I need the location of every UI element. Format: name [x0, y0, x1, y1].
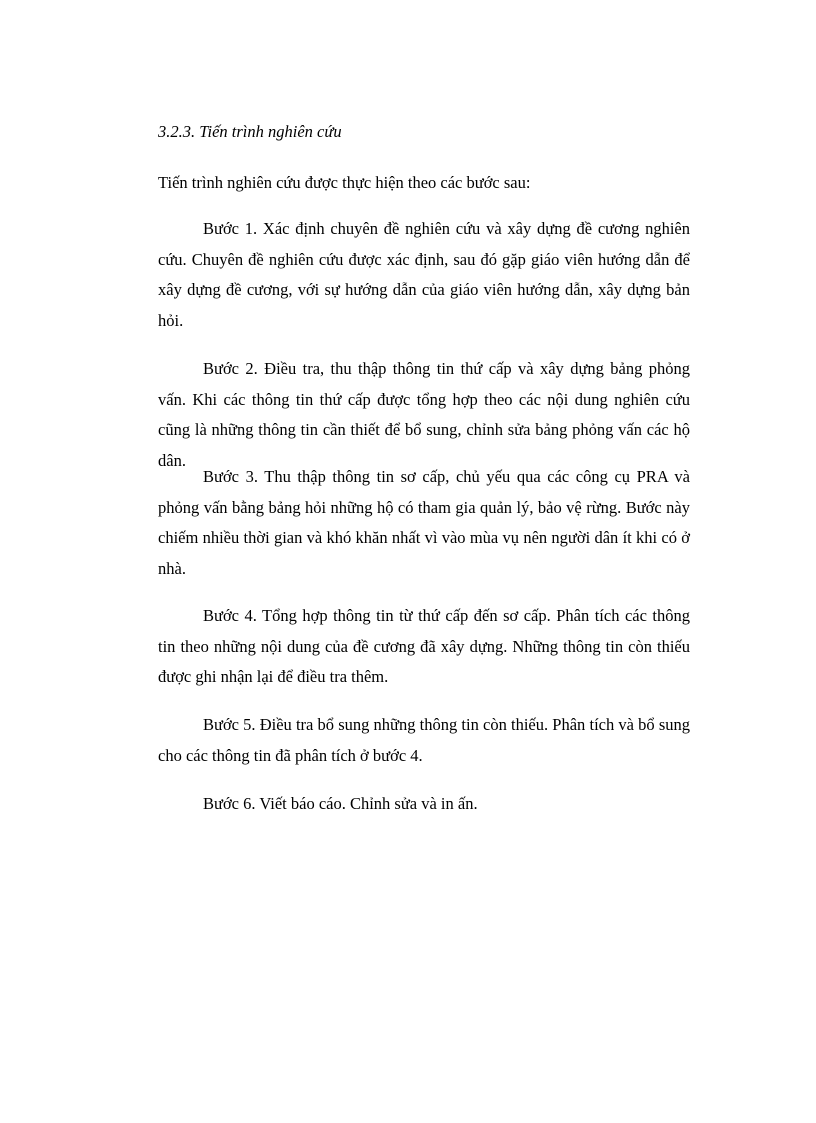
step-1-paragraph: Bước 1. Xác định chuyên đề nghiên cứu và xây dựng đề cương nghiên cứu. Chuyên đề nghiên cứu được xác định, sau đó gặp giáo viên hướng dẫn để xây dựng đề cương, với sự hướng dẫn của giáo viên hướng dẫn, xây dựng bản hỏi. [158, 219, 690, 330]
step-2-paragraph: Bước 2. Điều tra, thu thập thông tin thứ cấp và xây dựng bảng phỏng vấn. Khi các thông tin thứ cấp được tổng hợp theo các nội dung nghiên cứu cũng là những thông tin cần thiết để bổ sung, chỉnh sửa bảng phỏng vấn các hộ dân. [158, 359, 690, 470]
intro-paragraph: Tiến trình nghiên cứu được thực hiện theo các bước sau: [158, 173, 531, 192]
step-4-paragraph: Bước 4. Tổng hợp thông tin từ thứ cấp đến sơ cấp. Phân tích các thông tin theo những nội dung của đề cương đã xây dựng. Những thông tin còn thiếu được ghi nhận lại để điều tra thêm. [158, 606, 690, 686]
step-3-paragraph: Bước 3. Thu thập thông tin sơ cấp, chủ yếu qua các công cụ PRA và phỏng vấn bằng bảng hỏi những hộ có tham gia quản lý, bảo vệ rừng. Bước này chiếm nhiều thời gian và khó khăn nhất vì vào mùa vụ nên người dân ít khi có ở nhà. [158, 467, 690, 578]
section-heading: 3.2.3. Tiến trình nghiên cứu [158, 122, 342, 141]
step-5-paragraph: Bước 5. Điều tra bổ sung những thông tin còn thiếu. Phân tích và bổ sung cho các thông tin đã phân tích ở bước 4. [158, 715, 690, 765]
step-6-paragraph: Bước 6. Viết báo cáo. Chỉnh sửa và in ấn. [203, 794, 478, 813]
